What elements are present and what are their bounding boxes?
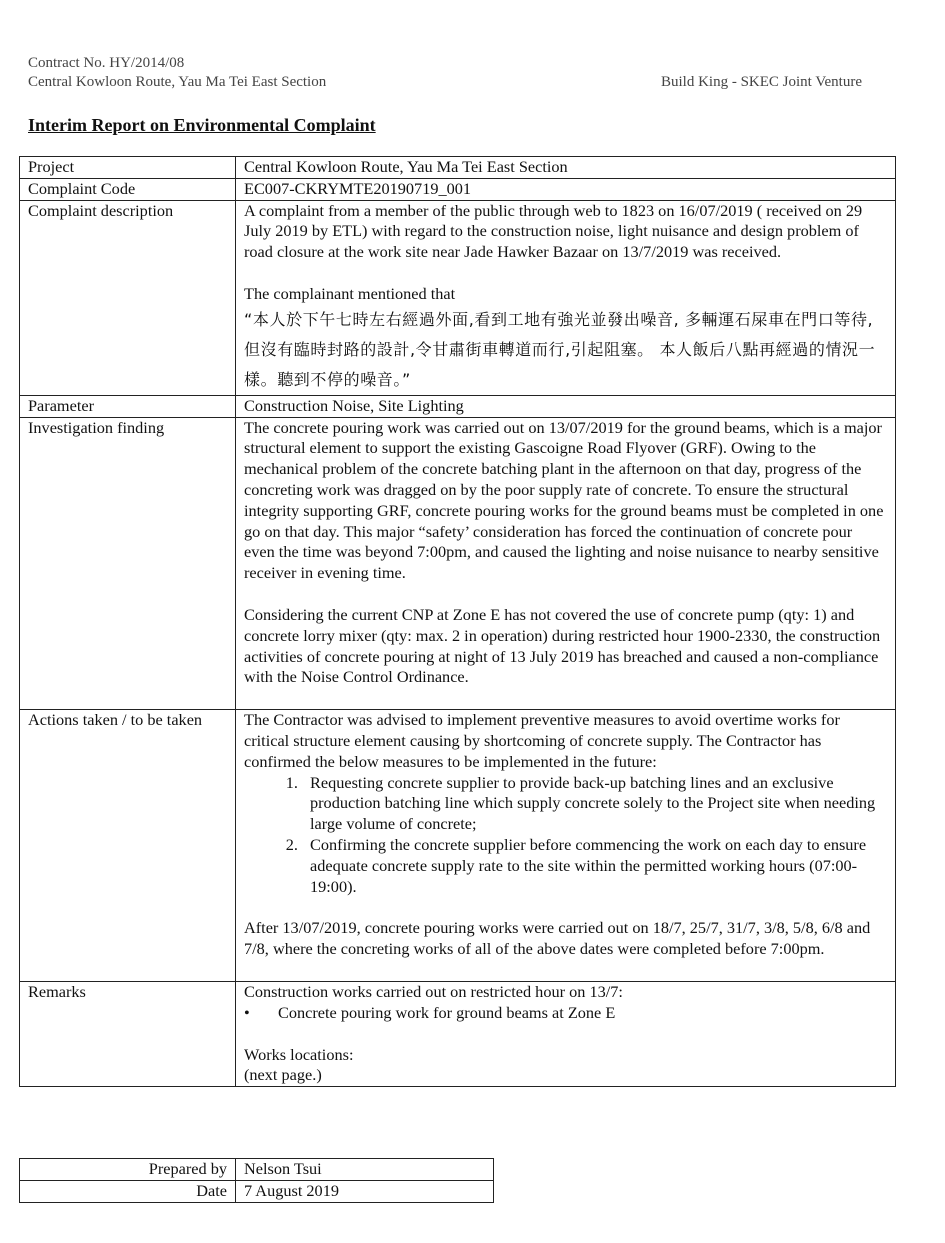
- remarks-cell: [236, 981, 896, 1086]
- row-parameter: [20, 395, 896, 417]
- row-label: Investigation finding: [20, 417, 236, 710]
- report-title: Interim Report on Environmental Complaint: [28, 115, 376, 135]
- project-header-line: Central Kowloon Route, Yau Ma Tei East Section: [28, 74, 327, 90]
- prepared-by-label: Prepared by: [20, 1159, 236, 1181]
- investigation-paragraph: The concrete pouring work was carried out on 13/07/2019 for the ground beams, which is a major structural element to support the existing Gascoigne Road Flyover (GRF). Owing to the mechanical problem of the concrete batching plant in the afternoon on that day, progress of the concreting work was dragged on by the poor supply rate of concrete. To ensure the structural integrity supporting GRF, concrete pouring works for the ground beams must be completed in one go on that day. This major “safety’ consideration has forced the continuation of concrete pour even the time was beyond 7:00pm, and caused the lighting and noise nuisance to nearby sensitive receiver in evening time.: [244, 417, 884, 583]
- complainant-quote: “本人於下午七時左右經過外面,看到工地有強光並發出噪音, 多輛運石屎車在門口等待,但沒有臨時封路的設計,令甘肅街車轉道而行,引起阻塞。 本人飯后八點再經過的情況一樣。聽到不停的噪音。”: [244, 309, 876, 389]
- remarks-list: [244, 1003, 887, 1024]
- contract-number: Contract No. HY/2014/08: [28, 55, 185, 71]
- bullet-icon: •: [244, 1002, 250, 1022]
- parameter-value: Construction Noise, Site Lighting: [236, 395, 896, 417]
- investigation-paragraph: Considering the current CNP at Zone E has not covered the use of concrete pump (qty: 1) and concrete lorry mixer (qty: max. 2 in operation) during restricted hour 1900-2330, the construction activities of concrete pouring at night of 13 July 2019 has breached and caused a non-compliance with the Noise Control Ordinance.: [244, 604, 881, 687]
- measure-item: 1. Requesting concrete supplier to provide back-up batching lines and an exclusive production batching line which supply concrete solely to the Project site when needing large volume of concrete;: [302, 773, 887, 835]
- investigation-cell: [236, 417, 896, 710]
- complaint-table: [19, 156, 896, 1087]
- row-label: Complaint description: [20, 200, 236, 395]
- works-locations-label: Works locations:: [244, 1044, 354, 1064]
- remarks-item-text: Concrete pouring work for ground beams at Zone E: [278, 1002, 616, 1022]
- row-label: Remarks: [20, 981, 236, 1086]
- measures-list: [244, 773, 887, 898]
- row-investigation: [20, 417, 896, 710]
- contractor-name: Build King - SKEC Joint Venture: [661, 74, 862, 90]
- date-value: 7 August 2019: [236, 1180, 494, 1202]
- row-project: [20, 157, 896, 179]
- row-date: [20, 1180, 494, 1202]
- row-label: Complaint Code: [20, 178, 236, 200]
- works-locations-note: (next page.): [244, 1065, 322, 1085]
- actions-intro: The Contractor was advised to implement preventive measures to avoid overtime works for critical structure element causing by shortcoming of concrete supply. The Contractor has confirmed the below measures to be implemented in the future:: [244, 710, 840, 771]
- row-label: Project: [20, 157, 236, 179]
- row-actions: [20, 710, 896, 982]
- prepared-by-value: Nelson Tsui: [236, 1159, 494, 1181]
- measure-item: 2. Confirming the concrete supplier before commencing the work on each day to ensure adequate concrete supply rate to the site within the permitted working hours (07:00-19:00).: [302, 835, 887, 897]
- complaint-description-text: A complaint from a member of the public through web to 1823 on 16/07/2019 ( received on 29 July 2019 by ETL) with regard to the construction noise, light nuisance and design problem of road closure at the work site near Jade Hawker Bazaar on 13/7/2019 was received.: [244, 200, 863, 262]
- row-complaint-code: [20, 178, 896, 200]
- complaint-code-value: EC007-CKRYMTE20190719_001: [236, 178, 896, 200]
- row-prepared-by: [20, 1159, 494, 1181]
- project-value: Central Kowloon Route, Yau Ma Tei East Section: [236, 157, 896, 179]
- row-remarks: [20, 981, 896, 1086]
- complainant-intro: The complainant mentioned that: [244, 283, 456, 303]
- actions-followup: After 13/07/2019, concrete pouring works were carried out on 18/7, 25/7, 31/7, 3/8, 5/8, 6/8 and 7/8, where the concreting works of all of the above dates were completed before 7:00pm.: [244, 918, 871, 959]
- row-label: Actions taken / to be taken: [20, 710, 236, 982]
- actions-cell: [236, 710, 896, 982]
- remarks-item: [244, 1002, 887, 1024]
- date-label: Date: [20, 1180, 236, 1202]
- complaint-description-cell: [236, 200, 896, 395]
- signoff-table: [19, 1158, 494, 1203]
- row-label: Parameter: [20, 395, 236, 417]
- remarks-intro: Construction works carried out on restricted hour on 13/7:: [244, 981, 623, 1001]
- row-complaint-description: [20, 200, 896, 395]
